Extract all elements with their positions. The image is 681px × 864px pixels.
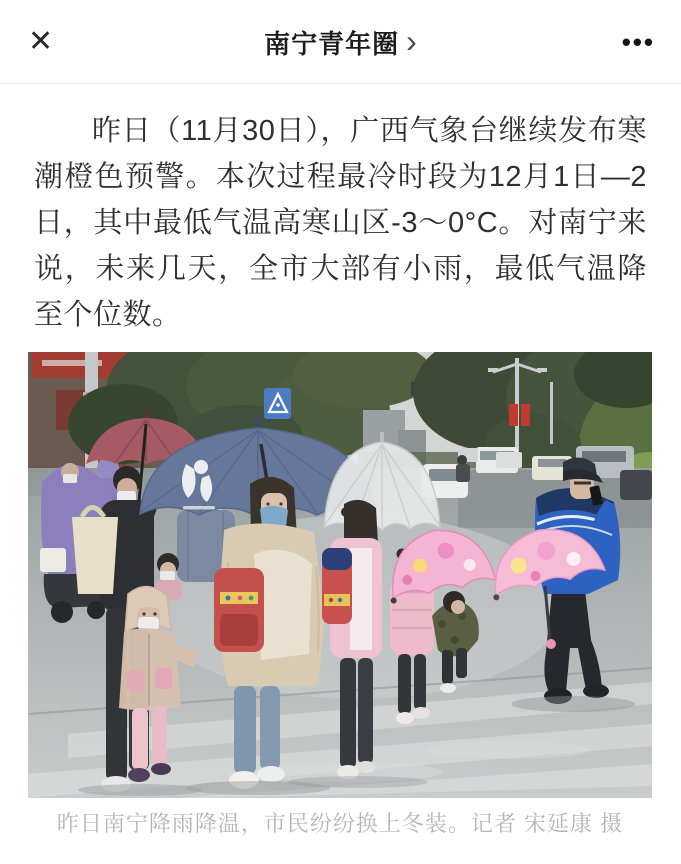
header-bar <box>0 0 681 84</box>
page-title: 南宁青年圈 <box>264 28 400 59</box>
account-title-link[interactable] <box>0 0 681 84</box>
close-icon[interactable]: ✕ <box>28 25 54 58</box>
chevron-right-icon: › <box>406 23 417 59</box>
article-body <box>0 85 681 338</box>
article-paragraph: 昨日（11月30日），广西气象台继续发布寒潮橙色预警。本次过程最冷时段为12月1日—2日，其中最低气温高寒山区-3～0°C。对南宁来说，未来几天，全市大部有小雨，最低气温降至个位数。 <box>34 115 647 331</box>
article-figure <box>28 352 652 838</box>
article-photo[interactable] <box>28 352 652 798</box>
photo-caption: 昨日南宁降雨降温，市民纷纷换上冬装。记者 宋延康 摄 <box>56 811 624 836</box>
more-menu-icon[interactable]: ••• <box>621 26 655 57</box>
